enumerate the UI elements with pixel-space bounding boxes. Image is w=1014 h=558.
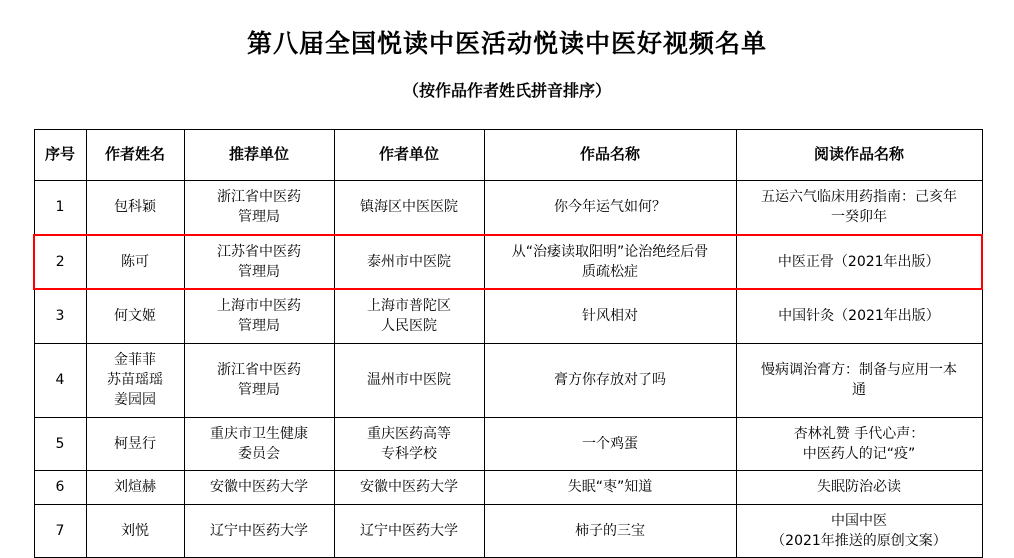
cell-reading: 慢病调治膏方：制备与应用一本 通 [736, 343, 982, 417]
cell-work: 针风相对 [484, 289, 736, 343]
cell-index: 6 [34, 471, 86, 504]
cell-index: 5 [34, 417, 86, 471]
header-recommender: 推荐单位 [184, 130, 334, 181]
cell-reading: 五运六气临床用药指南：己亥年 一癸卯年 [736, 181, 982, 235]
cell-unit: 泰州市中医院 [334, 235, 484, 290]
table-header [34, 130, 982, 181]
cell-recommender: 浙江省中医药 管理局 [184, 343, 334, 417]
cell-author: 刘煊赫 [86, 471, 184, 504]
cell-unit: 辽宁中医药大学 [334, 504, 484, 558]
cell-reading: 失眠防治必读 [736, 471, 982, 504]
cell-work: 你今年运气如何？ [484, 181, 736, 235]
cell-work: 膏方你存放对了吗 [484, 343, 736, 417]
cell-reading: 杏林礼赞 手代心声： 中医药人的记“疫” [736, 417, 982, 471]
cell-reading: 中国针灸（2021年出版） [736, 289, 982, 343]
cell-work: 失眠“枣”知道 [484, 471, 736, 504]
cell-author: 金菲菲 苏苗瑶瑶 姜园园 [86, 343, 184, 417]
table-header-row [34, 130, 982, 181]
cell-work: 一个鸡蛋 [484, 417, 736, 471]
header-author: 作者姓名 [86, 130, 184, 181]
table-row [34, 417, 982, 471]
table-row [34, 181, 982, 235]
cell-recommender: 辽宁中医药大学 [184, 504, 334, 558]
header-reading: 阅读作品名称 [736, 130, 982, 181]
cell-index: 7 [34, 504, 86, 558]
cell-author: 刘悦 [86, 504, 184, 558]
cell-unit: 上海市普陀区 人民医院 [334, 289, 484, 343]
page-subtitle: （按作品作者姓氏拼音排序） [402, 81, 611, 100]
cell-reading: 中医正骨（2021年出版） [736, 235, 982, 290]
cell-index: 4 [34, 343, 86, 417]
cell-unit: 温州市中医院 [334, 343, 484, 417]
cell-author: 柯昱行 [86, 417, 184, 471]
table-row [34, 504, 982, 558]
cell-unit: 安徽中医药大学 [334, 471, 484, 504]
table-body [34, 181, 982, 558]
cell-author: 包科颖 [86, 181, 184, 235]
cell-recommender: 安徽中医药大学 [184, 471, 334, 504]
cell-index: 3 [34, 289, 86, 343]
table-row [34, 235, 982, 290]
table-container [33, 129, 981, 558]
cell-work: 从“治痿读取阳明”论治绝经后骨 质疏松症 [484, 235, 736, 290]
header-unit: 作者单位 [334, 130, 484, 181]
cell-index: 2 [34, 235, 86, 290]
cell-recommender: 重庆市卫生健康 委员会 [184, 417, 334, 471]
cell-work: 柿子的三宝 [484, 504, 736, 558]
cell-author: 陈可 [86, 235, 184, 290]
cell-recommender: 上海市中医药 管理局 [184, 289, 334, 343]
cell-recommender: 浙江省中医药 管理局 [184, 181, 334, 235]
cell-index: 1 [34, 181, 86, 235]
cell-unit: 重庆医药高等 专科学校 [334, 417, 484, 471]
video-list-table [33, 129, 983, 558]
table-row [34, 471, 982, 504]
cell-author: 何文姬 [86, 289, 184, 343]
cell-recommender: 江苏省中医药 管理局 [184, 235, 334, 290]
header-index: 序号 [34, 130, 86, 181]
table-row [34, 289, 982, 343]
document-page [0, 24, 1014, 557]
cell-unit: 镇海区中医医院 [334, 181, 484, 235]
header-work: 作品名称 [484, 130, 736, 181]
cell-reading: 中国中医 （2021年推送的原创文案） [736, 504, 982, 558]
table-row [34, 343, 982, 417]
page-title: 第八届全国悦读中医活动悦读中医好视频名单 [246, 29, 767, 58]
